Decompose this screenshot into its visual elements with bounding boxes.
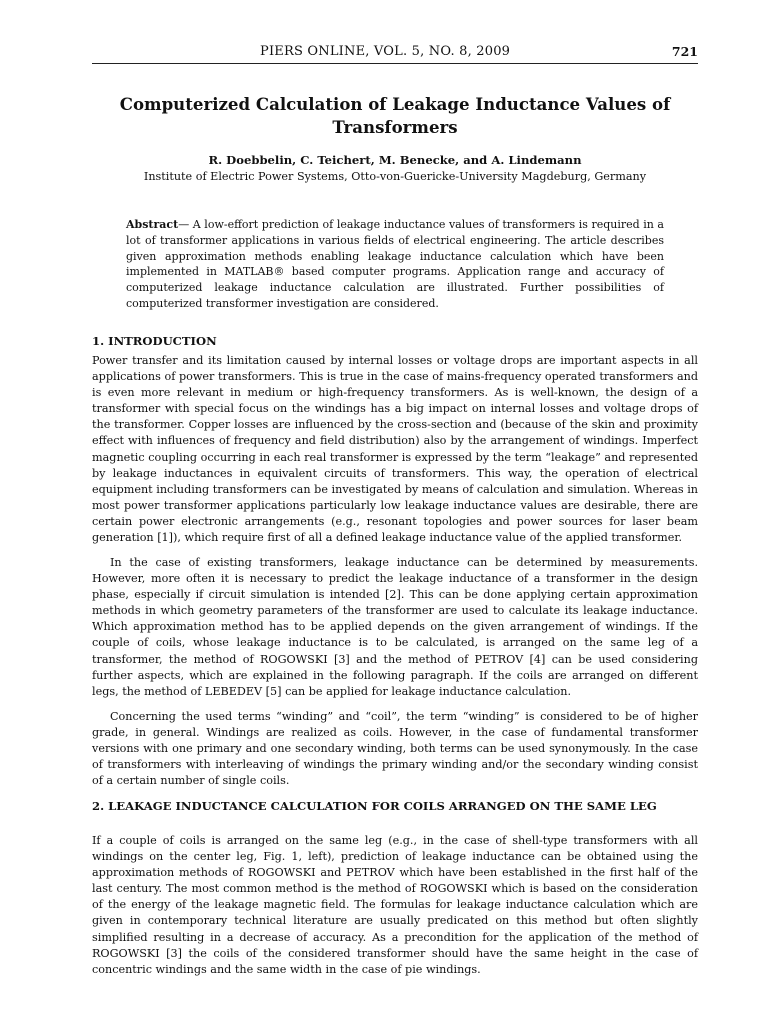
abstract-label: Abstract bbox=[126, 218, 179, 231]
abstract-text: — A low-effort prediction of leakage inductance values of transformers is required in a lot of transformer applications in various fields of electrical engineering. The article describes given approximation methods enabling leakage inductance calculation which have been implemented in MATLAB® based computer programs. Application range and accuracy of computerized leakage inductance calculation are illustrated. Further possibilities of computerized transformer investigation are considered. bbox=[126, 218, 664, 310]
abstract bbox=[126, 217, 664, 312]
paper-title: Computerized Calculation of Leakage Inductance Values of Transformers bbox=[119, 94, 671, 137]
section-1-heading: 1. INTRODUCTION bbox=[92, 334, 217, 348]
author-list: R. Doebbelin, C. Teichert, M. Benecke, and A. Lindemann bbox=[208, 153, 582, 167]
section-1-paragraph-3: Concerning the used terms “winding” and “coil”, the term “winding” is considered to be of higher grade, in general. Windings are realized as coils. However, in the case of fundamental transformer versions with one primary and one secondary winding, both terms can be used synonymously. In the case of transformers with interleaving of windings the primary winding and/or the secondary winding consist of a certain number of single coils. bbox=[92, 710, 698, 788]
journal-citation: PIERS ONLINE, VOL. 5, NO. 8, 2009 bbox=[260, 44, 511, 59]
section-2-paragraph-1: If a couple of coils is arranged on the same leg (e.g., in the case of shell-type transformers with all windings on the center leg, Fig. 1, left), prediction of leakage inductance can be obtained using the approximation methods of ROGOWSKI and PETROV which have been established in the first half of the last century. The most common method is the method of ROGOWSKI which is based on the consideration of the energy of the leakage magnetic field. The formulas for leakage inductance calculation which are given in contemporary technical literature are usually predicated on this method but often slightly simplified resulting in a decrease of accuracy. As a precondition for the application of the method of ROGOWSKI [3] the coils of the considered transformer should have the same height in the case of concentric windings and the same width in the case of pie windings. bbox=[92, 834, 698, 976]
running-header bbox=[92, 44, 698, 62]
section-1-paragraph-1: Power transfer and its limitation caused by internal losses or voltage drops are important aspects in all applications of power transformers. This is true in the case of mains-frequency operated transformers and is even more relevant in medium or high-frequency transformers. As is well-known, the design of a transformer with special focus on the windings has a big impact on internal losses and voltage drops of the transformer. Copper losses are influenced by the cross-section and (because of the skin and proximity effect with influences of frequency and field distribution) also by the arrangement of windings. Imperfect magnetic coupling occurring in each real transformer is expressed by the term “leakage” and represented by leakage inductances in equivalent circuits of transformers. This way, the operation of electrical equipment including transformers can be investigated by means of calculation and simulation. Whereas in most power transformer applications particularly low leakage inductance values are desirable, there are certain power electronic arrangements (e.g., resonant topologies and power sources for laser beam generation [1]), which require first of all a defined leakage inductance value of the applied transformer. bbox=[92, 354, 698, 545]
header-rule bbox=[92, 63, 698, 64]
section-1-paragraph-2: In the case of existing transformers, leakage inductance can be determined by measurements. However, more often it is necessary to predict the leakage inductance of a transformer in the design phase, especially if circuit simulation is intended [2]. This can be done applying certain approximation methods in which geometry parameters of the transformer are used to calculate its leakage inductance. Which approximation method has to be applied depends on the given arrangement of windings. If the couple of coils, whose leakage inductance is to be calculated, is arranged on the same leg of a transformer, the method of ROGOWSKI [3] and the method of PETROV [4] can be used considering further aspects, which are explained in the following paragraph. If the coils are arranged on different legs, the method of LEBEDEV [5] can be applied for leakage inductance calculation. bbox=[92, 556, 698, 698]
affiliation: Institute of Electric Power Systems, Otto-von-Guericke-University Magdeburg, Germany bbox=[143, 170, 647, 183]
page-number: 721 bbox=[671, 44, 698, 59]
section-2-heading: 2. LEAKAGE INDUCTANCE CALCULATION FOR COILS ARRANGED ON THE SAME LEG bbox=[92, 799, 657, 813]
